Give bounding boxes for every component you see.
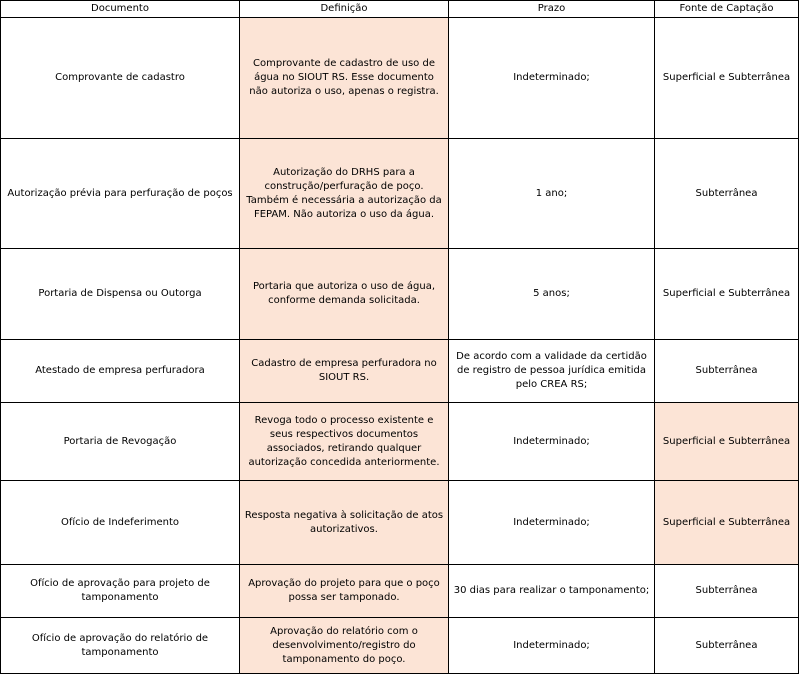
table-row	[1, 565, 799, 618]
table-row	[1, 481, 799, 565]
cell-fonte: Superficial e Subterrânea	[655, 403, 799, 481]
cell-prazo: Indeterminado;	[449, 618, 655, 674]
cell-documento: Autorização prévia para perfuração de poços	[1, 139, 240, 249]
cell-fonte: Subterrânea	[655, 618, 799, 674]
cell-fonte: Superficial e Subterrânea	[655, 249, 799, 340]
table-row	[1, 403, 799, 481]
cell-fonte: Subterrânea	[655, 139, 799, 249]
cell-documento: Ofício de aprovação do relatório de tamponamento	[1, 618, 240, 674]
cell-documento: Atestado de empresa perfuradora	[1, 340, 240, 403]
cell-fonte: Superficial e Subterrânea	[655, 18, 799, 139]
cell-documento: Ofício de aprovação para projeto de tamponamento	[1, 565, 240, 618]
cell-definicao: Aprovação do projeto para que o poço possa ser tamponado.	[240, 565, 449, 618]
cell-definicao: Resposta negativa à solicitação de atos autorizativos.	[240, 481, 449, 565]
cell-prazo: 5 anos;	[449, 249, 655, 340]
table-row	[1, 618, 799, 674]
cell-fonte: Subterrânea	[655, 340, 799, 403]
cell-documento: Comprovante de cadastro	[1, 18, 240, 139]
cell-definicao: Cadastro de empresa perfuradora no SIOUT RS.	[240, 340, 449, 403]
table-row	[1, 249, 799, 340]
cell-definicao: Comprovante de cadastro de uso de água no SIOUT RS. Esse documento não autoriza o uso, apenas o registra.	[240, 18, 449, 139]
cell-definicao: Revoga todo o processo existente e seus respectivos documentos associados, retirando qualquer autorização concedida anteriormente.	[240, 403, 449, 481]
header-documento: Documento	[1, 1, 240, 18]
header-prazo: Prazo	[449, 1, 655, 18]
cell-prazo: Indeterminado;	[449, 481, 655, 565]
cell-prazo: De acordo com a validade da certidão de registro de pessoa jurídica emitida pelo CREA RS;	[449, 340, 655, 403]
cell-fonte: Subterrânea	[655, 565, 799, 618]
header-definicao: Definição	[240, 1, 449, 18]
cell-fonte: Superficial e Subterrânea	[655, 481, 799, 565]
cell-definicao: Portaria que autoriza o uso de água, conforme demanda solicitada.	[240, 249, 449, 340]
cell-prazo: Indeterminado;	[449, 18, 655, 139]
cell-prazo: Indeterminado;	[449, 403, 655, 481]
table-row	[1, 340, 799, 403]
table-row	[1, 18, 799, 139]
header-row	[1, 1, 799, 18]
cell-documento: Portaria de Dispensa ou Outorga	[1, 249, 240, 340]
cell-documento: Ofício de Indeferimento	[1, 481, 240, 565]
cell-prazo: 30 dias para realizar o tamponamento;	[449, 565, 655, 618]
cell-definicao: Aprovação do relatório com o desenvolvimento/registro do tamponamento do poço.	[240, 618, 449, 674]
table-row	[1, 139, 799, 249]
cell-prazo: 1 ano;	[449, 139, 655, 249]
cell-documento: Portaria de Revogação	[1, 403, 240, 481]
cell-definicao: Autorização do DRHS para a construção/perfuração de poço. Também é necessária a autorização da FEPAM. Não autoriza o uso da água.	[240, 139, 449, 249]
header-fonte: Fonte de Captação	[655, 1, 799, 18]
